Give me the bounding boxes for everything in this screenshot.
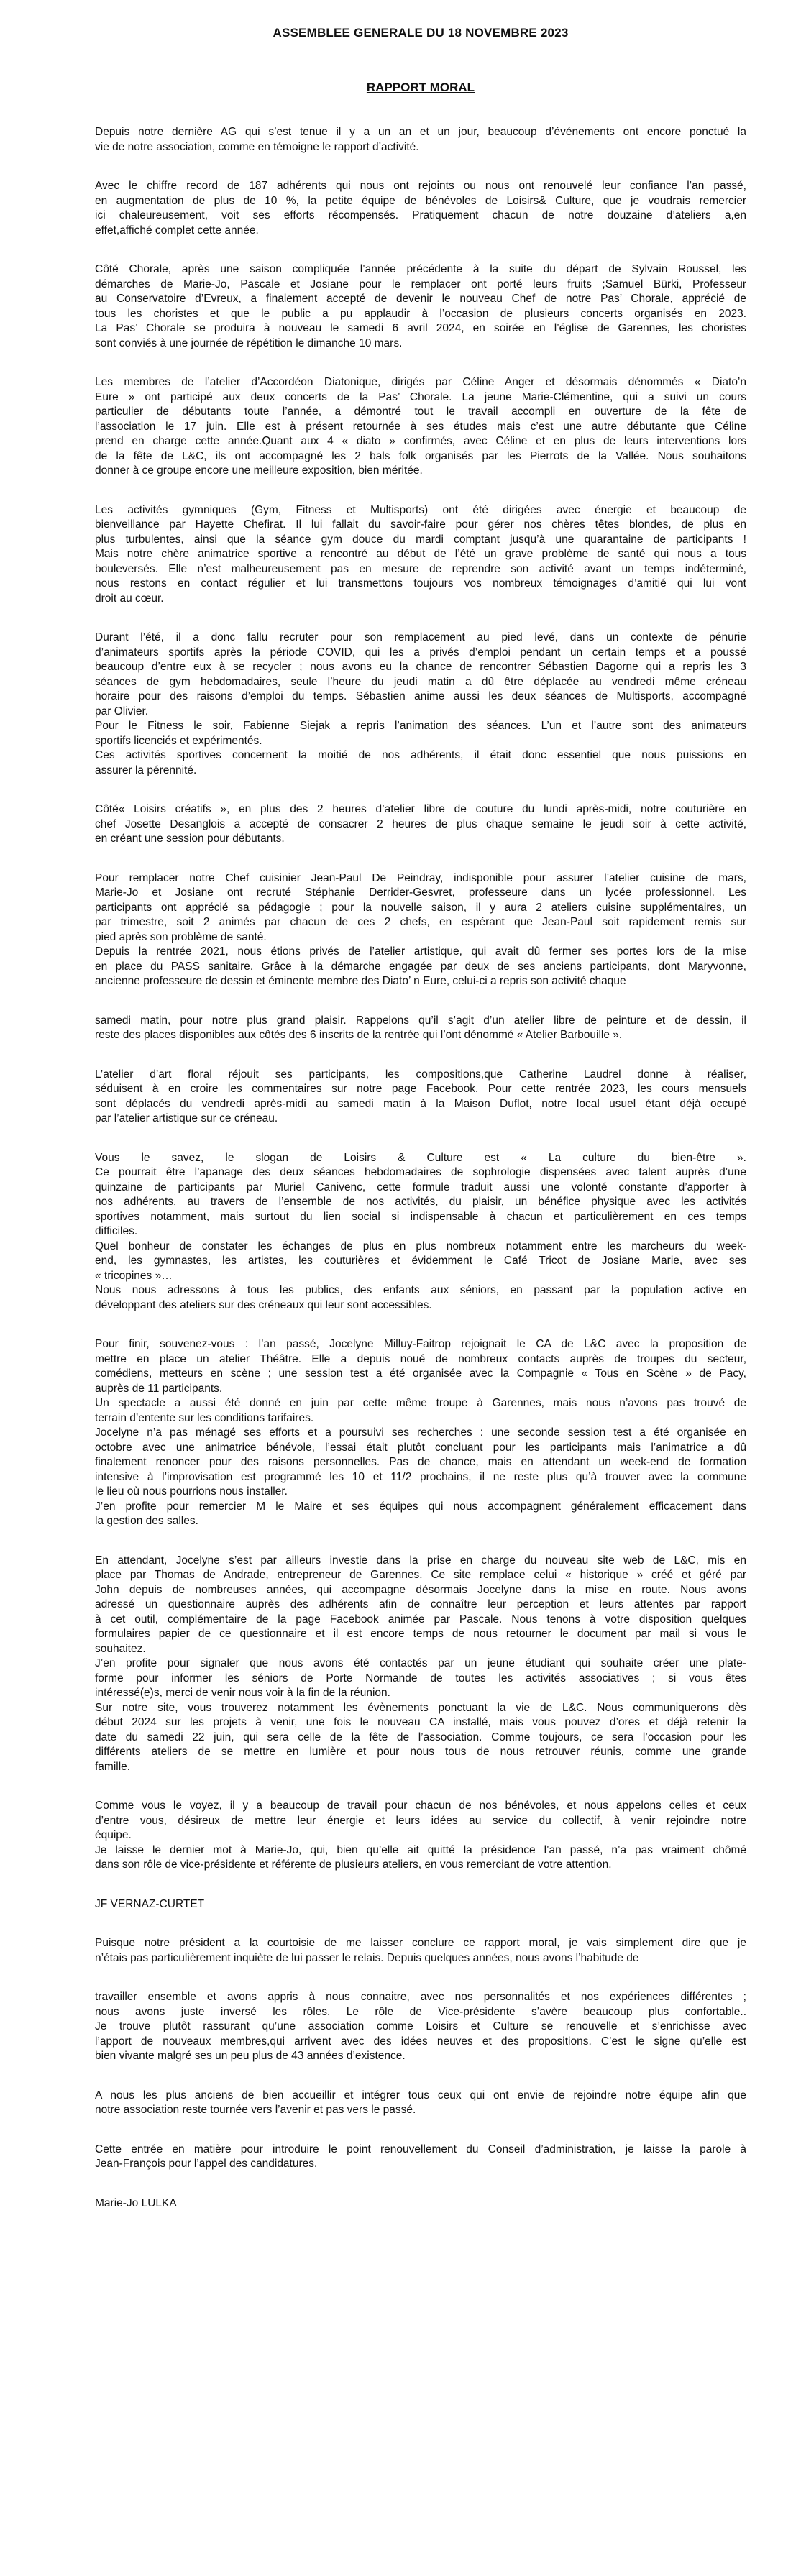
report-paragraph [95, 871, 746, 989]
report-paragraph [95, 125, 746, 155]
text-line: Nous nous adressons à tous les publics, des enfants aux séniors, en passant par la population active en [95, 1284, 746, 1296]
text-line: Les membres de l’atelier d’Accordéon Diatonique, dirigés par Céline Anger et désormais dénommés « Diato’n [95, 376, 746, 388]
text-line: donner à ce groupe encore une meilleure exposition, bien méritée. [95, 464, 423, 477]
text-line: souhaitez. [95, 1642, 146, 1655]
text-line: dans son rôle de vice-présidente et référente de plusieurs ateliers, en vous remerciant de votre attention. [95, 1858, 612, 1871]
text-line: au Conservatoire d’Evreux, a finalement accepté de devenir le nouveau Chef de notre Pas’ Chorale, apprécié de [95, 293, 746, 305]
text-line: à cet outil, complémentaire de la page Facebook animée par Pascale. Nous tenons à votre disposition quelques [95, 1613, 746, 1626]
text-line: L’atelier d’art floral réjouit ses participants, les compositions,que Catherine Laudrel donne à réaliser, [95, 1068, 746, 1081]
closing-paragraph [95, 2142, 746, 2172]
text-line: formulaires papier de ce questionnaire et il est encore temps de nous retourner le document par mail si vous le [95, 1628, 746, 1640]
text-line: Les activités gymniques (Gym, Fitness et Multisports) ont été dirigées avec énergie et beaucoup de [95, 503, 746, 516]
text-line: en place du PASS sanitaire. Grâce à la démarche engagée par deux de ses anciens participants, dont Maryvonne, [95, 960, 746, 973]
text-line: intensive à l’improvisation est programmé les 10 et 11/2 prochains, il ne reste plus qu’à trouver avec la commune [95, 1470, 746, 1483]
text-line: équipe. [95, 1829, 132, 1841]
text-line: La Pas’ Chorale se produira à nouveau le samedi 6 avril 2024, en soirée en l’église de Garennes, les choristes [95, 322, 746, 334]
text-line: prend en charge cette année.Quant aux 4 « diato » confirmés, avec Céline et en plus de leurs interventions lors [95, 435, 746, 447]
closing-paragraph [95, 1936, 746, 1966]
text-line: en créant une session pour débutants. [95, 833, 285, 845]
text-line: nos adhérents, au travers de l’ensemble de nos activités, du plaisir, un bénéfice physique avec les activités [95, 1196, 746, 1208]
text-line: ici chaleureusement, voit ses efforts récompensés. Pratiquement chacun de notre douzaine d’ateliers a,en [95, 209, 746, 221]
text-line: place par Thomas de Andrade, entrepreneur de Garennes. Ce site remplace celui « historique » créé et géré par [95, 1569, 746, 1581]
text-line: Quel bonheur de constater les échanges de plus en plus nombreux notamment entre les marcheurs du week- [95, 1239, 746, 1252]
closing-section [95, 1936, 746, 2172]
text-line: séduisent à en croire les commentaires sur notre page Facebook. Pour cette rentrée 2023, les cours mensuels [95, 1083, 746, 1095]
text-line: Comme vous le voyez, il y a beaucoup de travail pour chacun de nos bénévoles, et nous appelons celles et ceux [95, 1800, 746, 1812]
text-line: Jocelyne n’a pas ménagé ses efforts et a poursuivi ses recherches : une seconde session test a été organisée en [95, 1426, 746, 1439]
text-line: end, les gymnastes, les artistes, les couturières et évidemment le Café Tricot de Josiane Marie, avec ses [95, 1255, 746, 1267]
text-line: pied après son problème de santé. [95, 930, 267, 943]
report-paragraph [95, 1014, 746, 1043]
text-line: Mais notre chère animatrice sportive a rencontré au début de l’été un grave problème de santé qui nous a tous [95, 548, 746, 560]
text-line: effet,affiché complet cette année. [95, 224, 259, 237]
text-line: chef Josette Desanglois a accepté de consacrer 2 heures de plus chaque semaine le jeudi soir à cette activité, [95, 817, 746, 830]
text-line: samedi matin, pour notre plus grand plaisir. Rappelons qu’il s’agit d’un atelier libre de peinture et de dessin, il [95, 1014, 746, 1027]
text-line: par trimestre, soit 2 animés par chacun de ces 2 chefs, en espérant que Jean-Paul soit rapidement remis sur [95, 916, 746, 928]
text-line: intéressé(e)s, merci de venir nous voir à la fin de la réunion. [95, 1687, 390, 1699]
text-line: différents ateliers de se mettre en lumière et pour nous tous de nous retrouver réunis, comme une grande [95, 1746, 746, 1758]
text-line: horaire pour des raisons d’emploi du temps. Sébastien anime aussi les deux séances de Multisports, accompagné [95, 690, 746, 702]
text-line: n’étais pas particulièrement inquiète de lui passer le relais. Depuis quelques années, nous avons l’habitude de [95, 1951, 639, 1964]
report-paragraph [95, 1151, 746, 1314]
report-paragraph [95, 375, 746, 479]
text-line: difficiles. [95, 1225, 138, 1237]
text-line: Côté« Loisirs créatifs », en plus des 2 heures d’atelier libre de couture du lundi après-midi, notre couturière en [95, 803, 746, 815]
text-line: octobre avec une animatrice bénévole, l’essai était plutôt concluant pour les participants mais l’animatrice a dû [95, 1441, 746, 1454]
signature-vice-president: Marie-Jo LULKA [95, 2196, 177, 2209]
text-line: démarches de Marie-Jo, Pascale et Josiane pour le remplacer ont porté leurs fruits ;Samuel Bürki, Professeur [95, 278, 746, 290]
text-line: Eure » ont participé aux deux concerts de la Pas’ Chorale. La jeune Marie-Clémentine, qui a suivi un cours [95, 390, 746, 403]
text-line: vie de notre association, comme en témoigne le rapport d’activité. [95, 140, 419, 153]
text-line: forme pour informer les séniors de Porte Normande de toutes les activités associatives ; si vous êtes [95, 1672, 746, 1685]
text-line: sportives notamment, mais surtout du lien social si indispensable à chacun et particulièrement en ces temps [95, 1210, 746, 1223]
text-line: la gestion des salles. [95, 1515, 198, 1527]
text-line: sont déplacés du vendredi après-midi au samedi matin à la Maison Duflot, notre local usuel étant déjà occupé [95, 1097, 746, 1110]
text-line: de la fête de L&C, ils ont accompagné les 2 bals folk organisés par les Pierrots de la Vallée. Nous souhaitons [95, 449, 746, 462]
text-line: par l’atelier artistique sur ce créneau. [95, 1112, 278, 1124]
text-line: comédiens, metteurs en scène ; une session test a été organisée avec la Compagnie « Tous en Scène » de Pacy, [95, 1367, 746, 1380]
text-line: A nous les plus anciens de bien accueillir et intégrer tous ceux qui ont envie de rejoindre notre équipe afin que [95, 2089, 746, 2101]
text-line: Côté Chorale, après une saison compliquée l’année précédente à la suite du départ de Sylvain Roussel, les [95, 263, 746, 275]
report-paragraph [95, 1799, 746, 1873]
text-line: assurer la pérennité. [95, 764, 197, 776]
text-line: le lieu où nous pourrions nous installer. [95, 1485, 288, 1498]
text-line: Je trouve plutôt rassurant qu’une association comme Loisirs et Culture se renouvelle et s’enrichisse avec [95, 2020, 746, 2032]
closing-paragraph [95, 2089, 746, 2118]
text-line: Pour finir, souvenez-vous : l’an passé, Jocelyne Milluy-Faitrop rejoignait le CA de L&C avec la proposition de [95, 1338, 746, 1350]
text-line: particulier de débutants toute l’année, a démontré tout le travail accompli en ouverture de la fête de [95, 405, 746, 418]
text-line: Un spectacle a aussi été donné en juin par cette même troupe à Garennes, mais nous n’avons pas trouvé de [95, 1397, 746, 1409]
report-paragraph [95, 1554, 746, 1775]
text-line: Puisque notre président a la courtoisie de me laisser conclure ce rapport moral, je vais simplement dire que je [95, 1937, 746, 1949]
text-line: ancienne professeure de dessin et éminente membre des Diato’ n Eure, celui-ci a repris son activité chaque [95, 975, 626, 987]
text-line: nous avons juste inversé les rôles. Le rôle de Vice-présidente s’avère beaucoup plus confortable.. [95, 2005, 746, 2018]
text-line: en augmentation de plus de 10 %, la petite équipe de bénévoles de Loisirs& Culture, que je voudrais remercier [95, 194, 746, 207]
text-line: l’apport de nouveaux membres,qui arrivent avec des idées neuves et des propositions. C’est le signe qu’elle est [95, 2035, 746, 2048]
text-line: notre association reste tournée vers l’avenir et pas vers le passé. [95, 2104, 416, 2116]
text-line: mettre en place un atelier Théâtre. Elle a depuis noué de nombreux contacts auprès de troupes du secteur, [95, 1352, 746, 1365]
report-paragraph [95, 802, 746, 847]
report-paragraph [95, 503, 746, 607]
text-line: nous restons en contact régulier et lui transmettons toujours vos nombreux témoignages d’amitié qui lui vont [95, 577, 746, 590]
text-line: Pour remplacer notre Chef cuisinier Jean-Paul De Peindray, indisponible pour assurer l’atelier cuisine de mars, [95, 871, 746, 884]
text-line: Je laisse le dernier mot à Marie-Jo, qui, bien qu’elle ait quitté la présidence l’an passé, n’a pas vraiment chômé [95, 1843, 746, 1856]
text-line: « tricopines »… [95, 1269, 173, 1282]
text-line: bienveillance par Hayette Chefirat. Il lui fallait du savoir-faire pour gérer nos chères têtes blondes, de plus en [95, 518, 746, 531]
text-line: tous les choristes et que le public a pu applaudir à l’occasion de plusieurs concerts organisés en 2023. [95, 307, 746, 320]
text-line: sportifs licenciés et expérimentés. [95, 734, 262, 747]
text-line: Depuis notre dernière AG qui s’est tenue il y a un an et un jour, beaucoup d’événements ont encore ponctué la [95, 126, 746, 138]
text-line: auprès de 11 participants. [95, 1382, 223, 1395]
text-line: Cette entrée en matière pour introduire le point renouvellement du Conseil d’administration, je laisse la parole à [95, 2142, 746, 2155]
text-line: Sur notre site, vous trouverez notamment les évènements ponctuant la vie de L&C. Nous communiquerons dès [95, 1701, 746, 1714]
report-paragraph [95, 1068, 746, 1127]
text-line: adressé un questionnaire auprès des adhérents afin de connaître leur perception et leurs attentes par rapport [95, 1598, 746, 1610]
text-line: Marie-Jo et Josiane ont recruté Stéphanie Derrider-Gesvret, professeure dans un lycée professionnel. Les [95, 886, 746, 899]
report-paragraph [95, 262, 746, 351]
text-line: par Olivier. [95, 705, 149, 718]
closing-paragraph [95, 1990, 746, 2064]
text-line: Durant l’été, il a donc fallu recruter pour son remplacement au pied levé, dans un contexte de pénurie [95, 631, 746, 643]
text-line: séances de gym hebdomadaires, seule l’heure du jeudi matin a dû être déplacée au vendredi même créneau [95, 675, 746, 688]
text-line: Depuis la rentrée 2021, nous étions privés de l’atelier artistique, qui avait dû fermer ses portes lors de la mise [95, 945, 746, 958]
text-line: Ces activités sportives concernent la moitié de nos adhérents, il était donc essentiel que nous puissions en [95, 749, 746, 761]
text-line: bouleversés. Elle n’est malheureusement pas en mesure de reprendre son activité avant un temps indéterminé, [95, 562, 746, 575]
text-line: J’en profite pour signaler que nous avons été contactés par un jeune étudiant qui souhaite créer une plate- [95, 1657, 746, 1669]
document-subtitle: RAPPORT MORAL [366, 81, 475, 94]
text-line: reste des places disponibles aux côtés des 6 inscrits de la rentrée qui l’ont dénommé « Atelier Barbouille ». [95, 1029, 623, 1041]
text-line: travailler ensemble et avons appris à nous connaitre, avec nos personnalités et nos expériences différentes ; [95, 1991, 746, 2003]
text-line: sont conviés à une journée de répétition le dimanche 10 mars. [95, 336, 403, 349]
text-line: plus turbulentes, ainsi que la séance gym douce du mardi comptant jusqu’à une quarantaine de participants ! [95, 533, 746, 546]
text-line: l’association le 17 juin. Elle est à présent retournée à ses études mais c’est une autre débutante que Céline [95, 420, 746, 433]
text-line: date du samedi 22 juin, qui sera celle de la fête de l’association. Comme toujours, ce sera l’occasion pour les [95, 1731, 746, 1743]
text-line: bien vivante malgré ses un peu plus de 43 années d’existence. [95, 2050, 406, 2062]
text-line: famille. [95, 1760, 131, 1773]
report-body [95, 125, 746, 1873]
text-line: Jean-François pour l’appel des candidatures. [95, 2158, 318, 2170]
text-line: Vous le savez, le slogan de Loisirs & Culture est « La culture du bien-être ». [95, 1151, 746, 1164]
report-paragraph [95, 631, 746, 778]
text-line: d’entre vous, désireux de mettre leur énergie et leurs idées au service du collectif, à venir rejoindre notre [95, 1814, 746, 1827]
text-line: J’en profite pour remercier M le Maire et ses équipes qui nous accompagnent généralement efficacement dans [95, 1500, 746, 1513]
text-line: développant des ateliers sur des créneaux qui leur sont accessibles. [95, 1298, 432, 1311]
text-line: En attendant, Jocelyne s’est par ailleurs investie dans la prise en charge du nouveau site web de L&C, mis en [95, 1554, 746, 1567]
text-line: Ce pourrait être l’apanage des deux séances hebdomadaires de sophrologie dispensées avec talent auprès d’une [95, 1166, 746, 1178]
text-line: beaucoup d’entre eux à se recycler ; nous avons eu la chance de rencontrer Sébastien Dagorne qui a repris les 3 [95, 661, 746, 673]
text-line: Avec le chiffre record de 187 adhérents qui nous ont rejoints ou nous ont renouvelé leur confiance l’an passé, [95, 180, 746, 192]
text-line: participants ont apprécié sa pédagogie ; pour la nouvelle saison, il y aura 2 ateliers cuisine supplémentaires, un [95, 901, 746, 914]
report-paragraph [95, 179, 746, 238]
text-line: Pour le Fitness le soir, Fabienne Siejak a repris l’animation des séances. L’un et l’autre sont des animateurs [95, 720, 746, 732]
report-paragraph [95, 1337, 746, 1529]
text-line: terrain d’entente sur les conditions tarifaires. [95, 1411, 314, 1424]
signature-president: JF VERNAZ-CURTET [95, 1897, 205, 1910]
text-line: droit au cœur. [95, 592, 164, 605]
text-line: début 2024 sur les projets à venir, une fois le nouveau CA installé, mais vous pouvez d’ores et déjà retenir la [95, 1716, 746, 1728]
document-title: ASSEMBLEE GENERALE DU 18 NOVEMBRE 2023 [273, 26, 569, 40]
text-line: d’animateurs sportifs après la période COVID, qui les a privés d’emploi pendant un certain temps et a poussé [95, 646, 746, 659]
text-line: John depuis de nombreuses années, qui accompagne désormais Jocelyne dans la mise en route. Nous avons [95, 1583, 746, 1596]
text-line: quinzaine de participants par Muriel Canivenc, cette formule traduit aussi une volonté constante d’apporter à [95, 1181, 746, 1193]
text-line: finalement renoncer pour des raisons personnelles. Pas de chance, mais en attendant un week-end de formation [95, 1456, 746, 1468]
